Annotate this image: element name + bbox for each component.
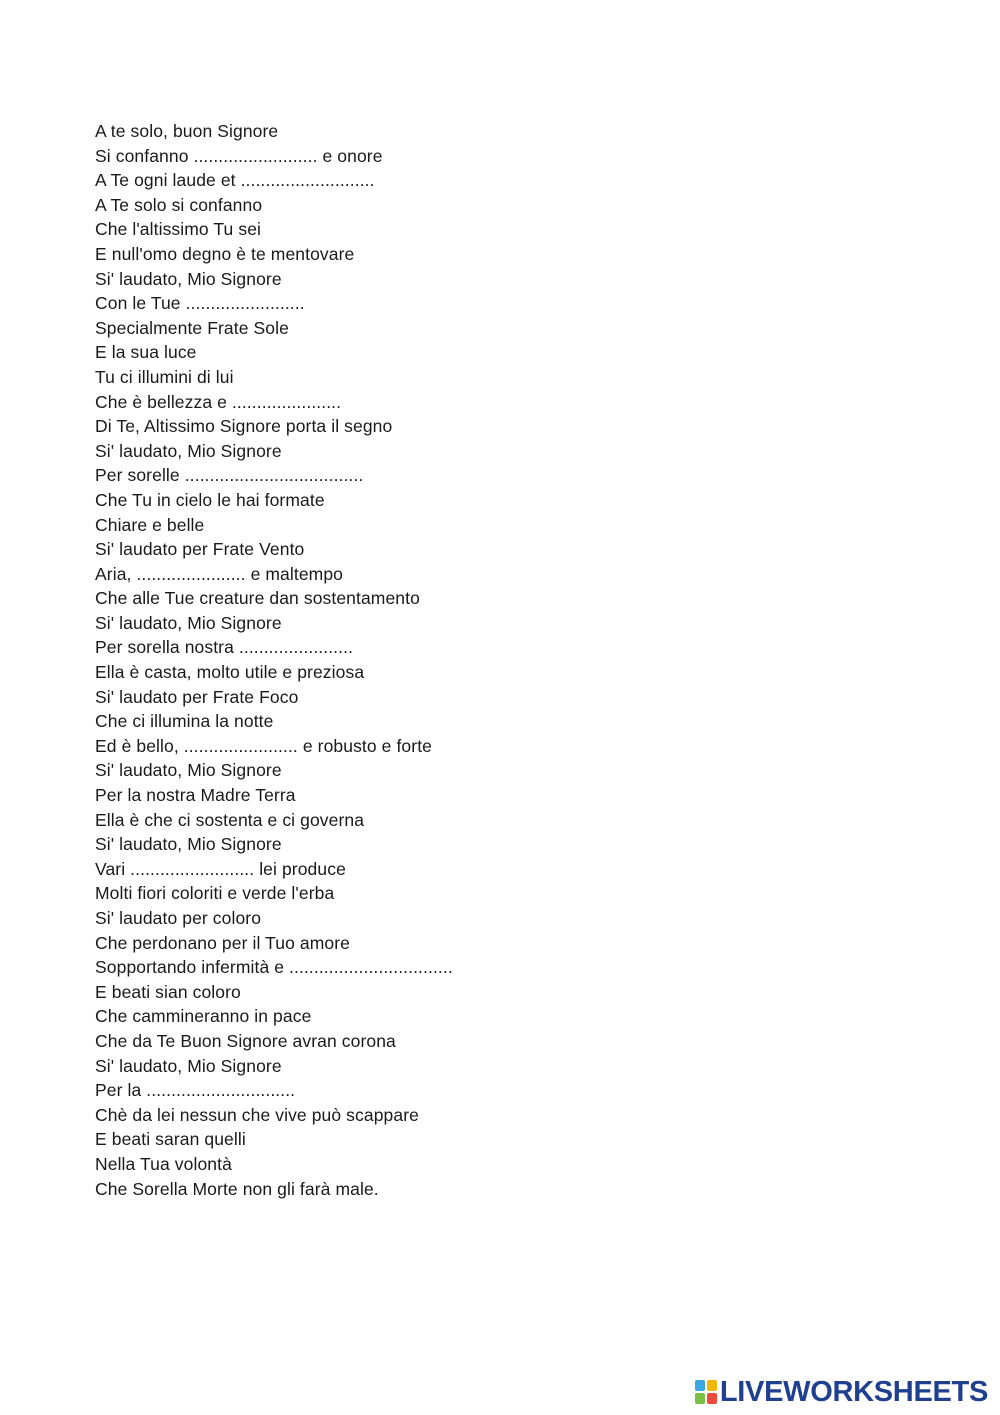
- poem-line: Che alle Tue creature dan sostentamento: [95, 588, 420, 609]
- poem-line: Si' laudato per Frate Vento: [95, 539, 305, 560]
- poem-line: A Te solo si confanno: [95, 194, 263, 215]
- poem-line: Ella è che ci sostenta e ci governa: [95, 809, 365, 830]
- poem-line: Chiare e belle: [95, 514, 205, 535]
- poem-line: Si' laudato, Mio Signore: [95, 440, 282, 461]
- logo-tile: [695, 1393, 705, 1404]
- poem-line: A te solo, buon Signore: [95, 121, 279, 141]
- poem-text: [95, 119, 453, 1201]
- poem-line: Che cammineranno in pace: [95, 1006, 312, 1027]
- poem-line: Per sorella nostra .......................: [95, 637, 354, 658]
- poem-line: E beati saran quelli: [95, 1129, 246, 1150]
- poem-line: Per la ..............................: [95, 1080, 296, 1101]
- poem-line: Aria, ...................... e maltempo: [95, 563, 344, 584]
- poem-line: Si' laudato per coloro: [95, 908, 262, 928]
- poem-line: Di Te, Altissimo Signore porta il segno: [95, 416, 393, 437]
- poem-line: E null'omo degno è te mentovare: [95, 243, 355, 264]
- poem-line: Specialmente Frate Sole: [95, 317, 289, 338]
- logo-tile: [707, 1393, 717, 1404]
- poem-line: Si' laudato, Mio Signore: [95, 1055, 282, 1076]
- liveworksheets-logo: [695, 1377, 988, 1407]
- poem-line: Ella è casta, molto utile e preziosa: [95, 662, 365, 683]
- poem-line: Vari ......................... lei produce: [95, 858, 346, 879]
- poem-line: Si confanno ......................... e onore: [95, 145, 383, 166]
- poem-line: E beati sian coloro: [95, 981, 241, 1002]
- brand-name: LIVEWORKSHEETS: [719, 1376, 988, 1408]
- poem-line: Si' laudato per Frate Foco: [95, 686, 299, 707]
- poem-line: Sopportando infermità e .................................: [95, 957, 453, 978]
- poem-line: Che è bellezza e ......................: [95, 391, 342, 412]
- poem-line: Che perdonano per il Tuo amore: [95, 932, 350, 953]
- poem-line: Ed è bello, ....................... e robusto e forte: [95, 735, 432, 756]
- logo-tile: [707, 1380, 717, 1391]
- poem-line: Con le Tue ........................: [95, 293, 305, 314]
- poem-line: Per sorelle ....................................: [95, 465, 364, 486]
- poem-line: Si' laudato, Mio Signore: [95, 760, 282, 781]
- poem-line: Si' laudato, Mio Signore: [95, 834, 282, 855]
- poem-line: Molti fiori coloriti e verde l'erba: [95, 883, 335, 904]
- logo-tile: [695, 1380, 705, 1391]
- poem-line: E la sua luce: [95, 342, 197, 363]
- poem-line: Che Sorella Morte non gli farà male.: [95, 1178, 379, 1199]
- poem-line: A Te ogni laude et ...........................: [95, 170, 375, 191]
- liveworksheets-icon: [695, 1380, 717, 1404]
- poem-line: Tu ci illumini di lui: [95, 366, 234, 387]
- poem-line: Che da Te Buon Signore avran corona: [95, 1030, 396, 1051]
- poem-line: Nella Tua volontà: [95, 1153, 232, 1174]
- poem-line: Per la nostra Madre Terra: [95, 785, 296, 806]
- poem-line: Si' laudato, Mio Signore: [95, 268, 282, 289]
- poem-line: Chè da lei nessun che vive può scappare: [95, 1104, 419, 1125]
- poem-line: Si' laudato, Mio Signore: [95, 612, 282, 633]
- poem-line: Che l'altissimo Tu sei: [95, 219, 262, 240]
- poem-line: Che Tu in cielo le hai formate: [95, 489, 325, 510]
- poem-line: Che ci illumina la notte: [95, 711, 274, 732]
